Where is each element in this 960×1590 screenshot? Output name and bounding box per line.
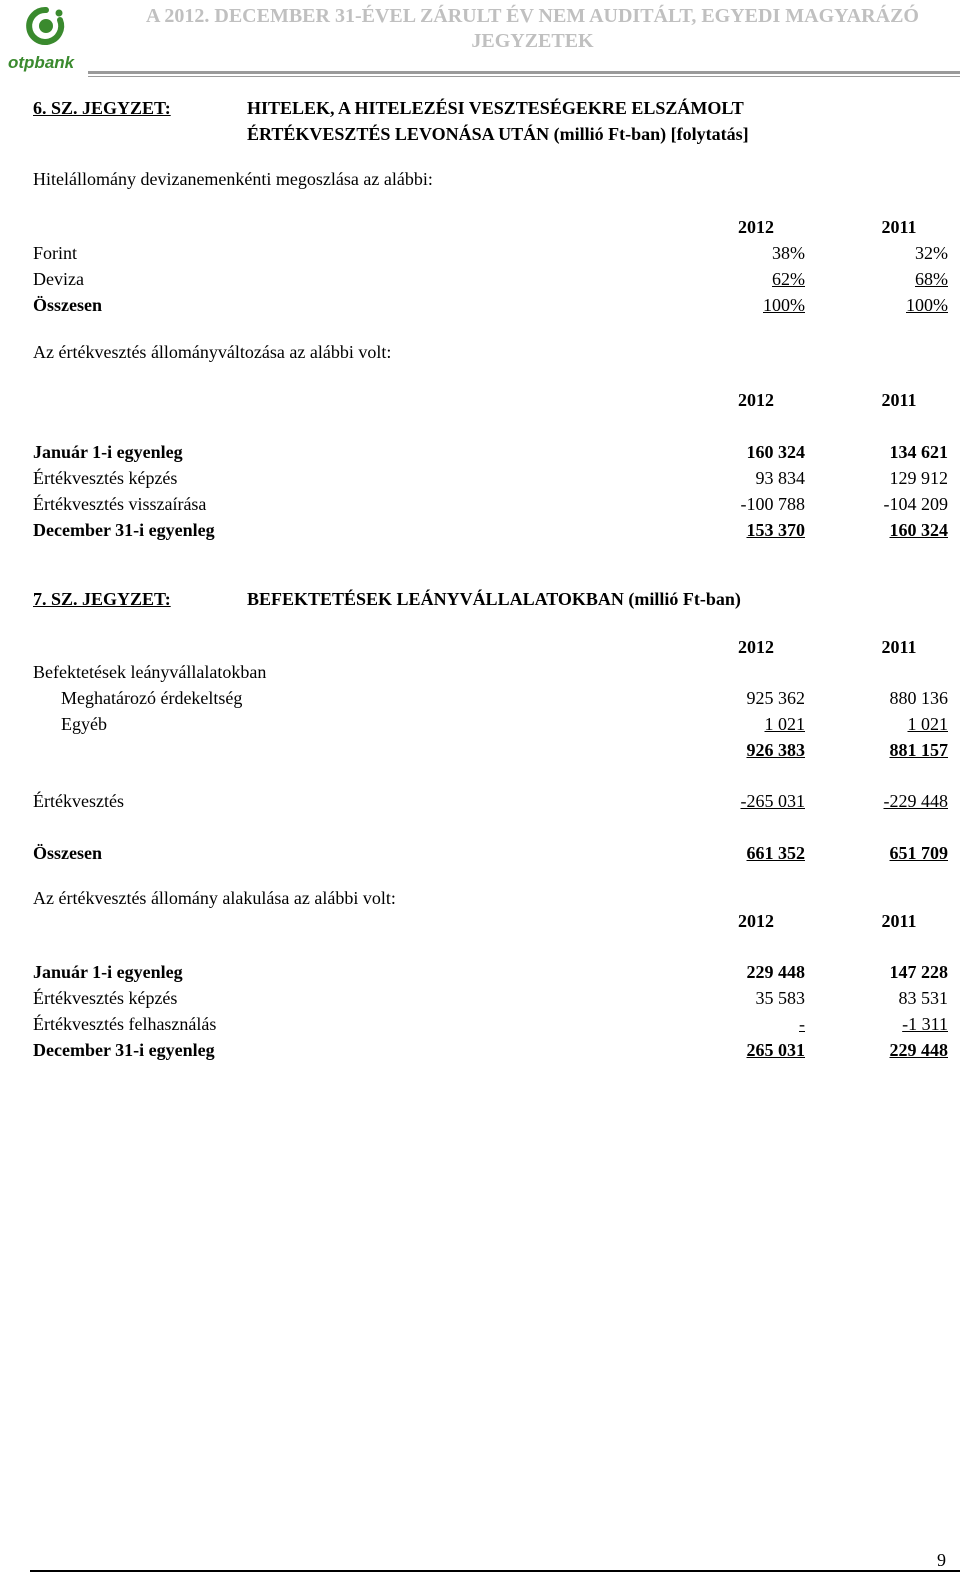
impairment-row-2012: 160 324 bbox=[746, 442, 805, 462]
currency-total-2011: 100% bbox=[906, 295, 948, 315]
movement-row-label: Január 1-i egyenleg bbox=[33, 962, 183, 982]
investment-year-2011: 2011 bbox=[881, 637, 917, 657]
movement-row-label: Értékvesztés felhasználás bbox=[33, 1014, 217, 1034]
investment-row-2011: 880 136 bbox=[889, 688, 948, 708]
currency-total-2012: 100% bbox=[763, 295, 805, 315]
investment-subtotal-2012: 926 383 bbox=[746, 740, 805, 760]
note7-label: 7. SZ. JEGYZET: bbox=[33, 589, 171, 609]
impairment-row-label: Január 1-i egyenleg bbox=[33, 442, 183, 462]
movement-row-label: Értékvesztés képzés bbox=[33, 988, 178, 1008]
investment-impairment-label: Értékvesztés bbox=[33, 791, 124, 811]
movement-year-2011: 2011 bbox=[881, 911, 917, 931]
impairment-row-2011: 134 621 bbox=[889, 442, 948, 462]
footer-divider bbox=[30, 1570, 960, 1572]
investment-row-2011: 1 021 bbox=[907, 714, 948, 734]
impairment-year-2012: 2012 bbox=[738, 390, 774, 410]
movement-row-2011: -1 311 bbox=[902, 1014, 948, 1034]
investment-total-2012: 661 352 bbox=[746, 843, 805, 863]
currency-row-2012: 38% bbox=[772, 243, 805, 263]
note6-title-line2: ÉRTÉKVESZTÉS LEVONÁSA UTÁN (millió Ft-ban) [folytatás] bbox=[247, 124, 749, 144]
movement-row-2012: - bbox=[799, 1014, 805, 1034]
page-number: 9 bbox=[937, 1550, 946, 1570]
movement-row-2011: 147 228 bbox=[889, 962, 948, 982]
currency-row-2011: 32% bbox=[915, 243, 948, 263]
currency-row-2012: 62% bbox=[772, 269, 805, 289]
otpbank-logo bbox=[6, 4, 86, 74]
impairment-row-2012: 153 370 bbox=[746, 520, 805, 540]
impairment-row-2011: 129 912 bbox=[889, 468, 948, 488]
currency-year-2012: 2012 bbox=[738, 217, 774, 237]
movement-row-2011: 229 448 bbox=[889, 1040, 948, 1060]
movement-row-2012: 35 583 bbox=[755, 988, 805, 1008]
investment-year-2012: 2012 bbox=[738, 637, 774, 657]
investment-group-label: Befektetések leányvállalatokban bbox=[33, 662, 267, 682]
investment-total-2011: 651 709 bbox=[889, 843, 948, 863]
investment-row-label: Egyéb bbox=[61, 714, 107, 734]
impairment-row-label: December 31-i egyenleg bbox=[33, 520, 215, 540]
movement-row-2012: 229 448 bbox=[746, 962, 805, 982]
header-divider-thin bbox=[88, 76, 960, 77]
impairment-row-2012: -100 788 bbox=[740, 494, 805, 514]
impairment-intro: Az értékvesztés állományváltozása az alábbi volt: bbox=[33, 342, 392, 362]
currency-row-label: Forint bbox=[33, 243, 78, 263]
header-divider bbox=[88, 71, 960, 74]
investment-row-2012: 925 362 bbox=[746, 688, 805, 708]
currency-row-label: Deviza bbox=[33, 269, 84, 289]
movement-row-label: December 31-i egyenleg bbox=[33, 1040, 215, 1060]
impairment-row-label: Értékvesztés visszaírása bbox=[33, 494, 207, 514]
impairment-row-label: Értékvesztés képzés bbox=[33, 468, 178, 488]
investment-subtotal-2011: 881 157 bbox=[889, 740, 948, 760]
movement-year-2012: 2012 bbox=[738, 911, 774, 931]
note6-label: 6. SZ. JEGYZET: bbox=[33, 98, 171, 118]
impairment-row-2012: 93 834 bbox=[755, 468, 805, 488]
note6-title-line1: HITELEK, A HITELEZÉSI VESZTESÉGEKRE ELSZÁMOLT bbox=[247, 98, 744, 118]
currency-row-2011: 68% bbox=[915, 269, 948, 289]
note7-title: BEFEKTETÉSEK LEÁNYVÁLLALATOKBAN (millió Ft-ban) bbox=[247, 589, 741, 609]
movement-row-2011: 83 531 bbox=[898, 988, 948, 1008]
currency-total-label: Összesen bbox=[33, 295, 102, 315]
currency-year-2011: 2011 bbox=[881, 217, 917, 237]
document-header-title: A 2012. DECEMBER 31-ÉVEL ZÁRULT ÉV NEM AUDITÁLT, EGYEDI MAGYARÁZÓ JEGYZETEK bbox=[146, 5, 919, 52]
investment-row-2012: 1 021 bbox=[764, 714, 805, 734]
logo-text: otpbank bbox=[8, 53, 75, 72]
investment-impairment-2012: -265 031 bbox=[740, 791, 805, 811]
movement-intro: Az értékvesztés állomány alakulása az alábbi volt: bbox=[33, 888, 396, 908]
investment-row-label: Meghatározó érdekeltség bbox=[61, 688, 243, 708]
impairment-row-2011: -104 209 bbox=[883, 494, 948, 514]
investment-total-label: Összesen bbox=[33, 843, 102, 863]
movement-row-2012: 265 031 bbox=[746, 1040, 805, 1060]
investment-impairment-2011: -229 448 bbox=[883, 791, 948, 811]
impairment-year-2011: 2011 bbox=[881, 390, 917, 410]
impairment-row-2011: 160 324 bbox=[889, 520, 948, 540]
currency-intro: Hitelállomány devizanemenkénti megoszlása az alábbi: bbox=[33, 169, 433, 189]
